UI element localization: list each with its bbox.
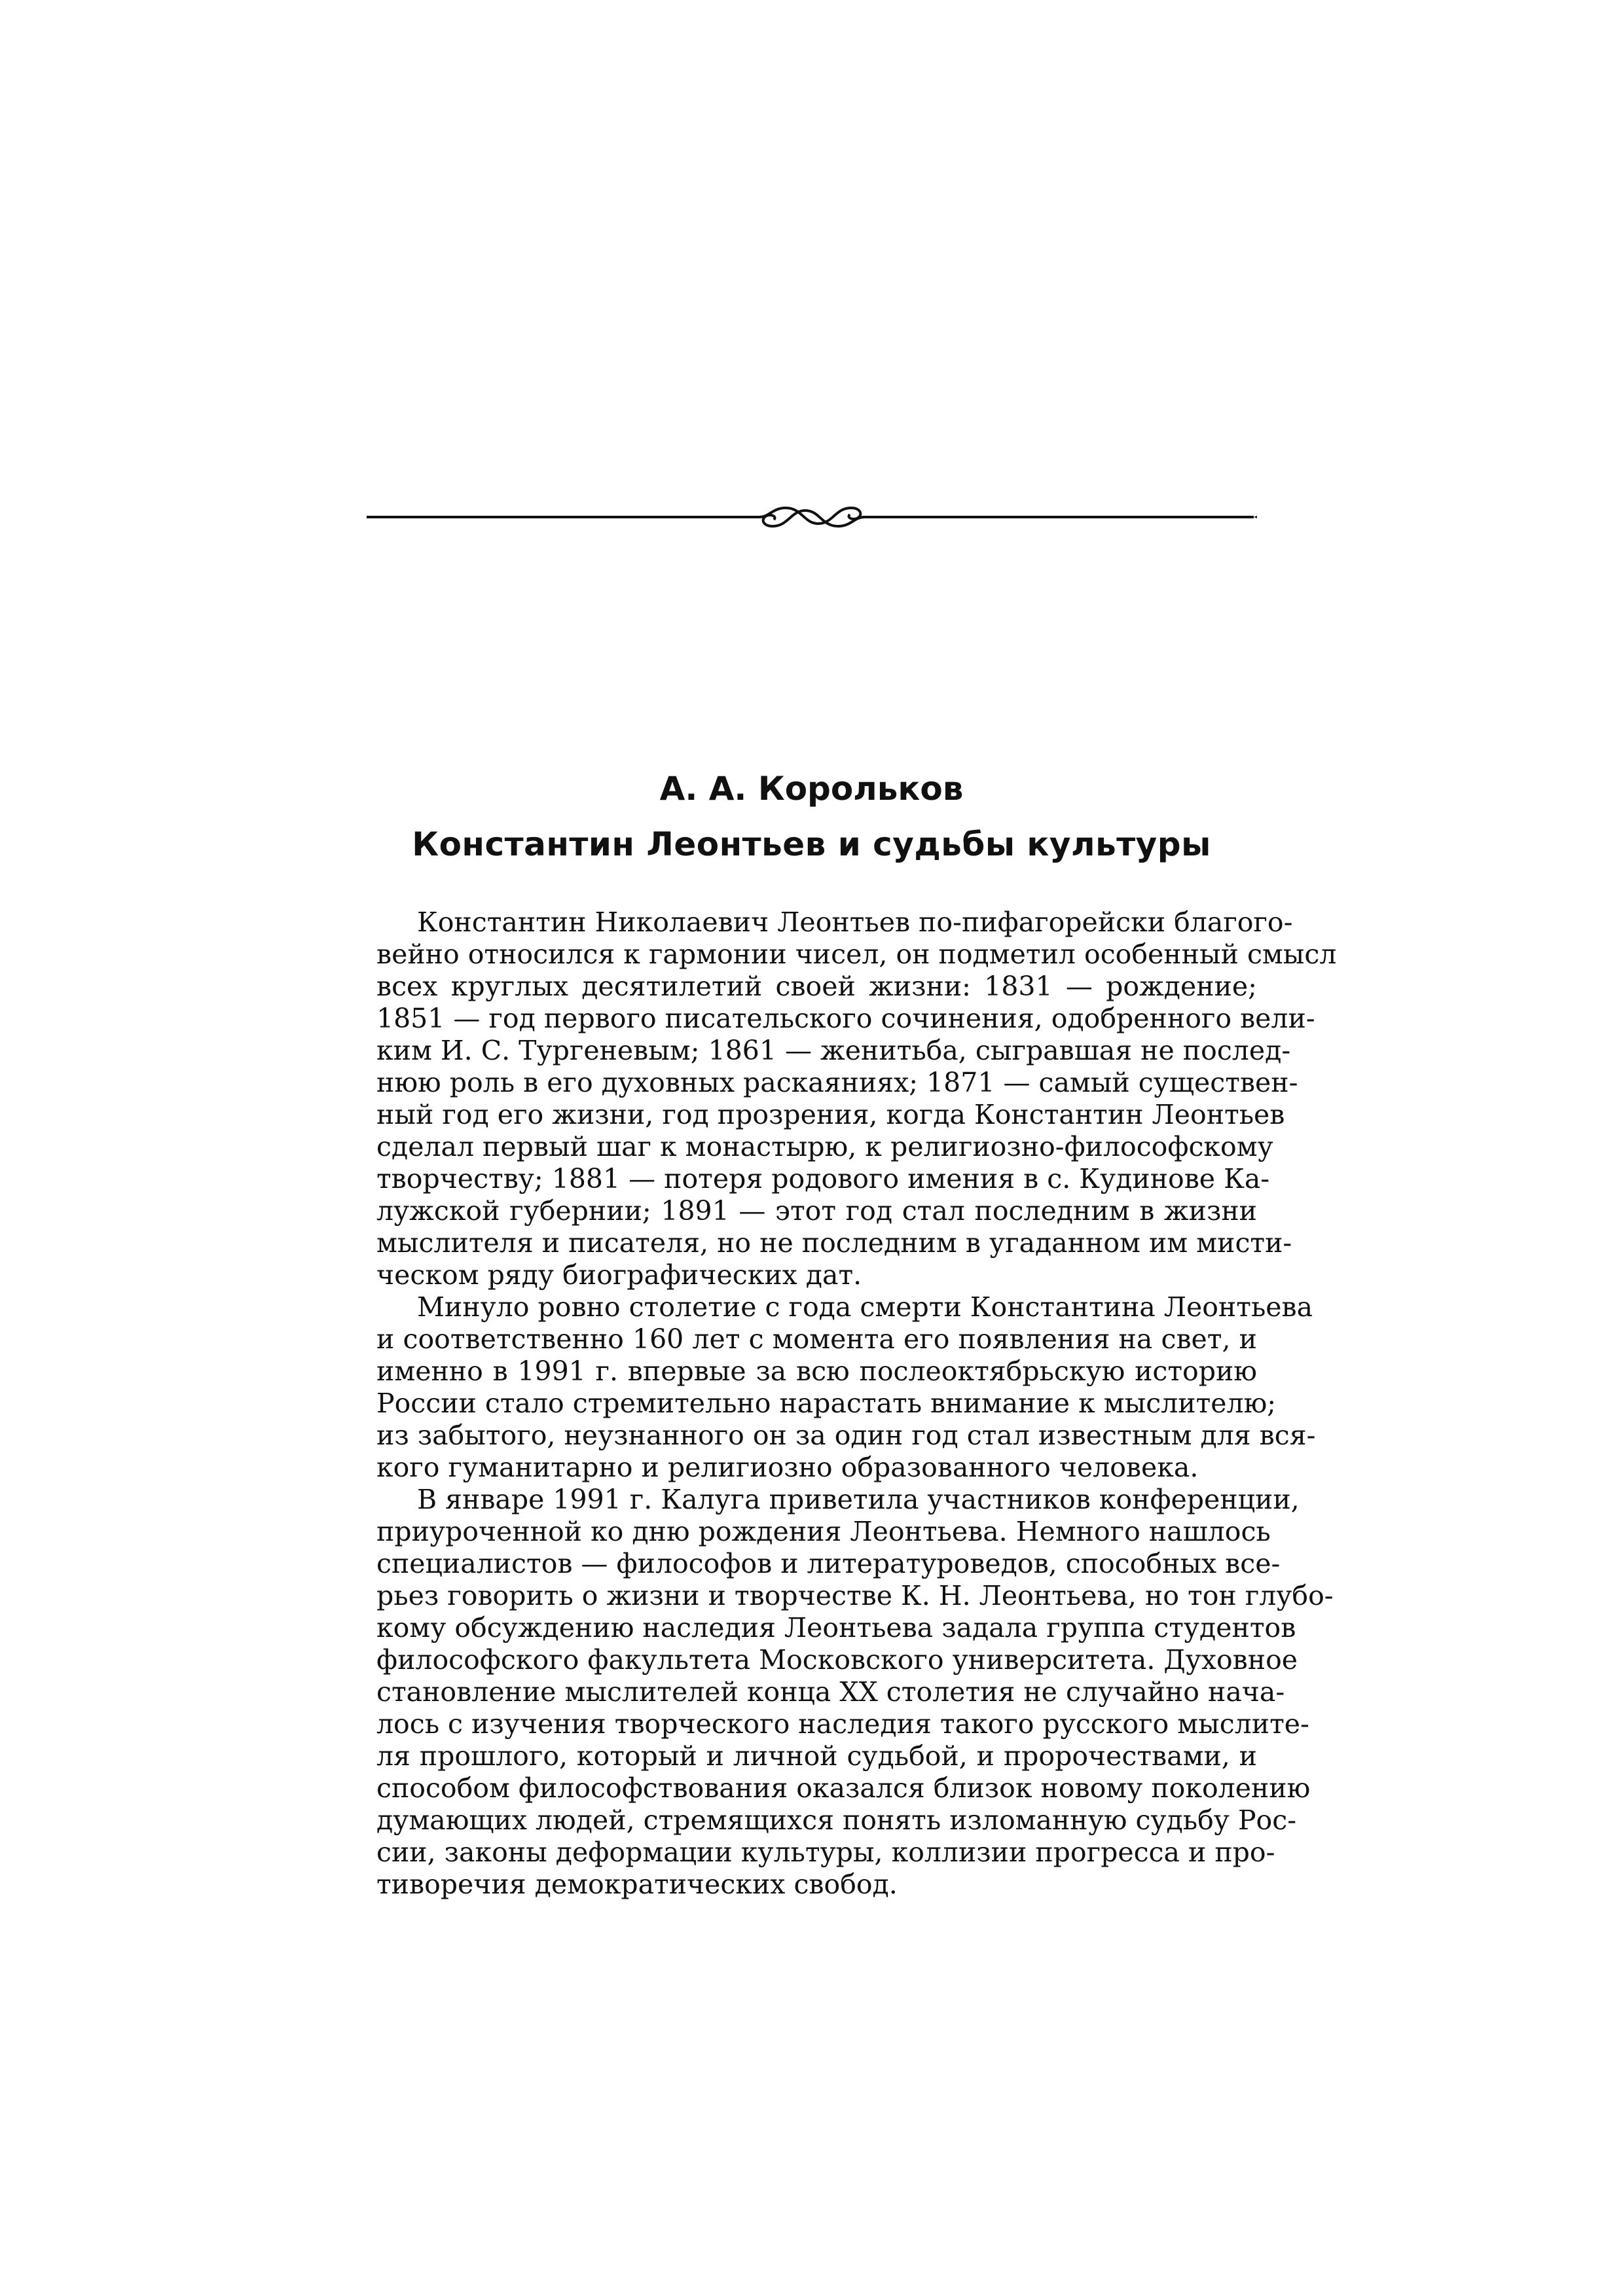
- paragraph-2: [376, 1291, 1316, 1484]
- text-line: специалистов — философов и литературоведов, способных все-: [376, 1548, 1281, 1579]
- article-title: Константин Леонтьев и судьбы культуры: [412, 825, 1211, 863]
- text-line: приуроченной ко дню рождения Леонтьева. Немного нашлось: [376, 1516, 1271, 1547]
- text-line: рьез говорить о жизни и творчестве К. Н. Леонтьева, но тон глубо-: [376, 1580, 1334, 1611]
- text-line: и соответственно 160 лет с момента его появления на свет, и: [376, 1323, 1257, 1355]
- text-line: России стало стремительно нарастать внимание к мыслителю;: [376, 1388, 1277, 1419]
- text-line: сделал первый шаг к монастырю, к религиозно-философскому: [376, 1131, 1273, 1162]
- text-line: В январе 1991 г. Калуга приветила участников конференции,: [417, 1484, 1300, 1515]
- text-line: вейно относился к гармонии чисел, он подметил особенный смысл: [376, 939, 1337, 970]
- text-line: Минуло ровно столетие с года смерти Константина Леонтьева: [417, 1291, 1313, 1323]
- text-line: именно в 1991 г. впервые за всю послеоктябрьскую историю: [376, 1355, 1257, 1387]
- text-line: кому обсуждению наследия Леонтьева задала группа студентов: [376, 1612, 1296, 1643]
- text-line: из забытого, неузнанного он за один год стал известным для вся-: [376, 1420, 1316, 1451]
- text-line: лось с изучения творческого наследия такого русского мыслите-: [376, 1708, 1309, 1740]
- text-line: сии, законы деформации культуры, коллизии прогресса и про-: [376, 1837, 1275, 1868]
- text-line: всех круглых десятилетий своей жизни: 1831 — рождение;: [376, 971, 1257, 1002]
- article-body: [376, 906, 1337, 1901]
- text-line: творчеству; 1881 — потеря родового имения в с. Кудинове Ка-: [376, 1163, 1270, 1194]
- text-line: 1851 — год первого писательского сочинения, одобренного вели-: [376, 1003, 1315, 1034]
- text-line: нюю роль в его духовных раскаяниях; 1871 — самый существен-: [376, 1067, 1298, 1098]
- text-line: философского факультета Московского университета. Духовное: [376, 1644, 1298, 1676]
- paragraph-1: [376, 906, 1337, 1291]
- text-line: Константин Николаевич Леонтьев по-пифагорейски благого-: [417, 906, 1293, 938]
- text-line: ким И. С. Тургеневым; 1861 — женитьба, сыгравшая не послед-: [376, 1035, 1291, 1066]
- decorative-rule-with-scroll: [367, 497, 1257, 537]
- text-line: мыслителя и писателя, но не последним в угаданном им мисти-: [376, 1227, 1292, 1259]
- text-line: думающих людей, стремящихся понять изломанную судьбу Рос-: [376, 1804, 1297, 1836]
- text-line: ля прошлого, который и личной судьбой, и пророчествами, и: [376, 1740, 1257, 1772]
- text-line: лужской губернии; 1891 — этот год стал последним в жизни: [376, 1195, 1257, 1227]
- paragraph-3: [376, 1484, 1334, 1901]
- author-name: А. А. Корольков: [659, 770, 964, 808]
- text-line: кого гуманитарно и религиозно образованного человека.: [376, 1452, 1199, 1483]
- text-line: ный год его жизни, год прозрения, когда Константин Леонтьев: [376, 1099, 1285, 1130]
- text-line: способом философствования оказался близок новому поколению: [376, 1772, 1311, 1804]
- text-line: ческом ряду биографических дат.: [376, 1259, 862, 1291]
- text-line: тиворечия демократических свобод.: [376, 1869, 898, 1900]
- text-line: становление мыслителей конца XX столетия не случайно нача-: [376, 1676, 1285, 1708]
